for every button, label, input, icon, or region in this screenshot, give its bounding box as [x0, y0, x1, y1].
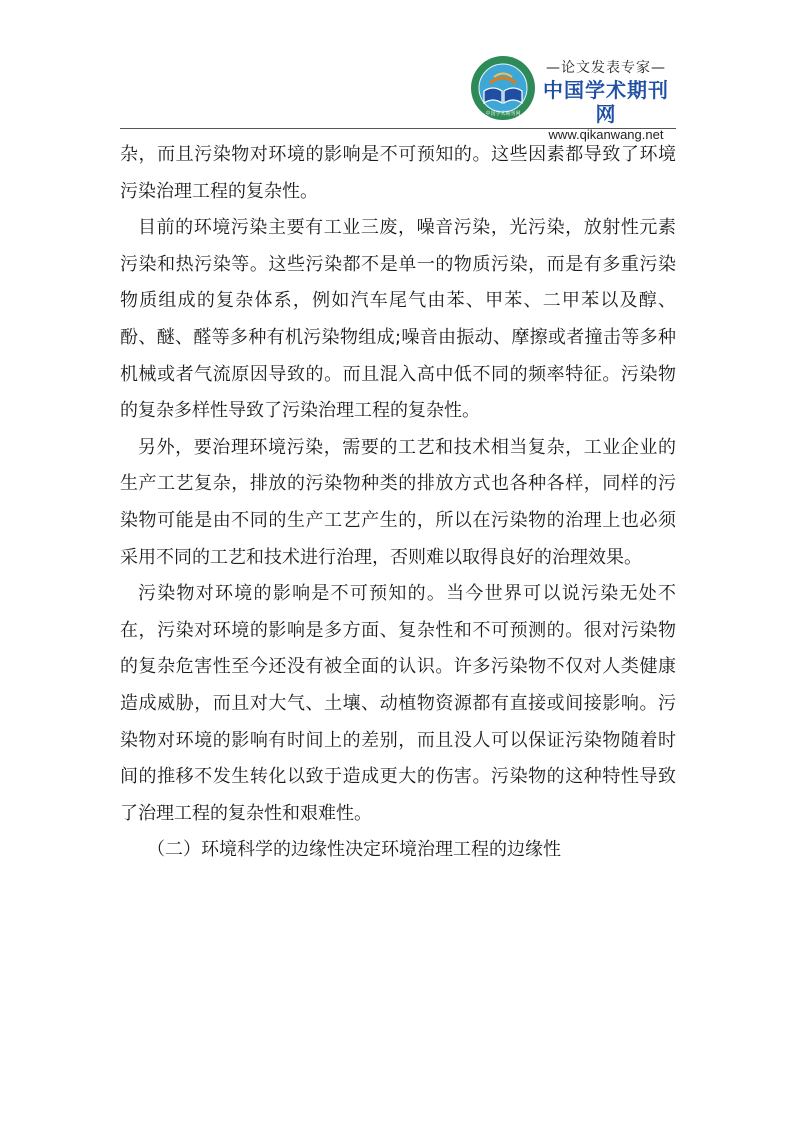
page-header: [470, 52, 680, 142]
paragraph: 杂，而且污染物对环境的影响是不可预知的。这些因素都导致了环境污染治理工程的复杂性。: [120, 144, 676, 202]
header-divider: [120, 128, 676, 129]
open-book-globe-emblem-icon: [470, 55, 536, 121]
paragraph: 目前的环境污染主要有工业三废，噪音污染，光污染，放射性元素污染和热污染等。这些污染都不是单一的物质污染，而是有多重污染物质组成的复杂体系，例如汽车尾气由苯、甲苯、二甲苯以及醇、酚、醚、醛等多种有机污染物组成;噪音由振动、摩擦或者撞击等多种机械或者气流原因导致的。而且混入高中低不同的频率特征。污染物的复杂多样性导致了污染治理工程的复杂性。: [120, 217, 676, 422]
brand-block: [536, 52, 676, 143]
document-body: [120, 137, 676, 869]
site-url: www.qikanwang.net: [548, 127, 664, 142]
paragraph: 另外，要治理环境污染，需要的工艺和技术相当复杂，工业企业的生产工艺复杂，排放的污染物种类的排放方式也各种各样，同样的污染物可能是由不同的生产工艺产生的，所以在污染物的治理上也必须采用不同的工艺和技术进行治理，否则难以取得良好的治理效果。: [120, 436, 676, 568]
paragraph: 污染物对环境的影响是不可预知的。当今世界可以说污染无处不在，污染对环境的影响是多方面、复杂性和不可预测的。很对污染物的复杂危害性至今还没有被全面的认识。许多污染物不仅对人类健康造成威胁，而且对大气、土壤、动植物资源都有直接或间接影响。污染物对环境的影响有时间上的差别，而且没人可以保证污染物随着时间的推移不发生转化以致于造成更大的伤害。污染物的这种特性导致了治理工程的复杂性和艰难性。: [120, 583, 676, 824]
logo-text: 中国学术期刊网: [485, 111, 521, 117]
brand-name: 中国学术期刊网: [543, 78, 669, 126]
section-heading: （二）环境科学的边缘性决定环境治理工程的边缘性: [147, 839, 561, 861]
tagline: —论文发表专家—: [546, 60, 666, 76]
